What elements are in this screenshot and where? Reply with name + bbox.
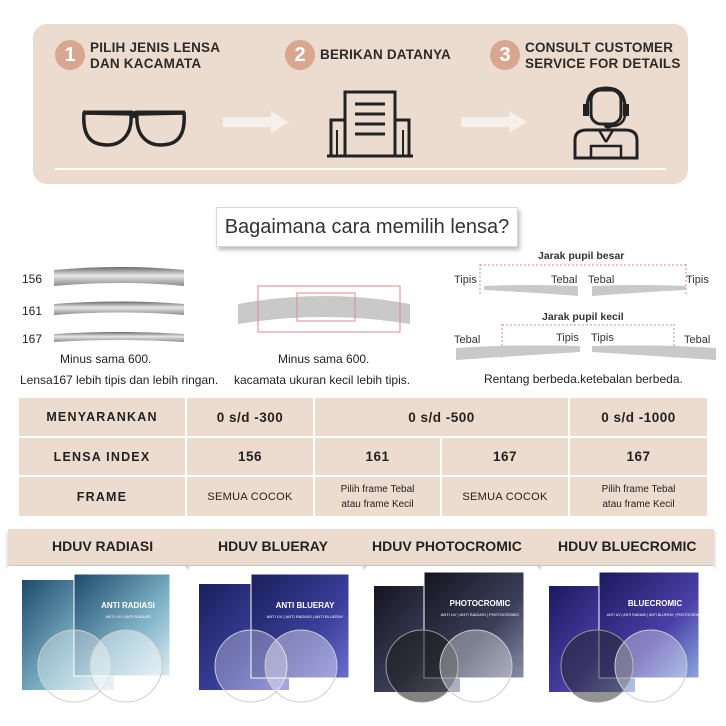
product-title: HDUV RADIASI (52, 538, 154, 554)
pupil-label: Tebal (551, 274, 578, 286)
pupil-label: Tipis (454, 274, 477, 286)
pupil-caption: Rentang berbeda.ketebalan berbeda. (484, 372, 683, 386)
step-title: CONSULT CUSTOMER SERVICE FOR DETAILS (525, 40, 681, 71)
table-cell: 0 s/d -300 (187, 398, 313, 436)
table-row-header: LENSA INDEX (19, 438, 185, 475)
lens-thickness-illustration (54, 264, 184, 348)
step-1 (55, 40, 220, 72)
pupil-label: Tebal (454, 334, 481, 346)
product-card[interactable] (8, 566, 186, 707)
lens-recommendation-table (19, 398, 707, 516)
svg-text:ANTI UV | ANTI RADIASI | ANTI: ANTI UV | ANTI RADIASI | ANTI BLUERAY (266, 614, 344, 619)
svg-text:BLUECROMIC: BLUECROMIC (627, 599, 683, 608)
lens-box-image (189, 566, 363, 707)
pupil-label: Tipis (591, 332, 614, 344)
table-row-header: MENYARANKAN (19, 398, 185, 436)
lens-index-label: 156 (22, 272, 43, 286)
frame-size-caption-2: kacamata ukuran kecil lebih tipis. (234, 373, 411, 387)
product-card[interactable] (366, 566, 538, 707)
table-cell: 167 (570, 438, 707, 475)
step-number-badge: 3 (490, 40, 520, 70)
pupil-large-title: Jarak pupil besar (538, 250, 625, 262)
table-cell: SEMUA COCOK (187, 477, 313, 516)
table-cell: Pilih frame Tebal atau frame Kecil (570, 477, 707, 516)
product-title: HDUV BLUERAY (218, 538, 328, 554)
lens-box-image (366, 566, 538, 707)
svg-text:ANTI UV | ANTI RADIASI: ANTI UV | ANTI RADIASI (105, 614, 151, 619)
lens-box-image (541, 566, 714, 707)
frame-size-illustration (234, 282, 414, 338)
pupil-large-illustration (456, 262, 716, 302)
table-cell: 156 (187, 438, 313, 475)
svg-text:ANTI RADIASI: ANTI RADIASI (101, 601, 155, 610)
pupil-label: Tipis (686, 274, 709, 286)
svg-text:ANTI UV | ANTI RADIASI | ANTI: ANTI UV | ANTI RADIASI | ANTI BLUERAY | PHOTOCROMIC (606, 613, 704, 617)
product-title-bar (8, 529, 714, 565)
lens-box-image (8, 566, 186, 707)
steps-panel (33, 24, 688, 184)
pupil-small-title: Jarak pupil kecil (542, 311, 624, 323)
table-row-header: FRAME (19, 477, 185, 516)
table-cell: 0 s/d -1000 (570, 398, 707, 436)
step-title: BERIKAN DATANYA (320, 47, 452, 62)
step-number-badge: 2 (285, 40, 315, 70)
arrow-right-icon (223, 111, 289, 133)
table-cell: 161 (315, 438, 440, 475)
pupil-label: Tipis (556, 332, 579, 344)
step-3 (490, 40, 681, 72)
document-icon (327, 90, 417, 160)
frame-size-caption-1: Minus sama 600. (278, 352, 370, 366)
glasses-icon (79, 104, 189, 154)
product-card[interactable] (189, 566, 363, 707)
table-cell: 167 (442, 438, 568, 475)
lens-index-label: 161 (22, 304, 43, 318)
lens-index-caption-2: Lensa167 lebih tipis dan lebih ringan. (20, 373, 219, 387)
pupil-label: Tebal (588, 274, 615, 286)
pupil-label: Tebal (684, 334, 711, 346)
step-2 (285, 40, 451, 70)
lens-index-label: 167 (22, 332, 43, 346)
customer-service-icon (571, 86, 641, 160)
pupil-small-illustration (456, 322, 716, 366)
table-cell: SEMUA COCOK (442, 477, 568, 516)
table-cell: 0 s/d -500 (315, 398, 568, 436)
product-title: HDUV PHOTOCROMIC (372, 538, 522, 554)
arrow-right-icon (461, 111, 527, 133)
product-title: HDUV BLUECROMIC (558, 538, 697, 554)
lens-index-caption-1: Minus sama 600. (60, 352, 152, 366)
question-banner: Bagaimana cara memilih lensa? (216, 207, 518, 247)
product-card[interactable] (541, 566, 714, 707)
svg-text:ANTI UV | ANTI RADIASI | PHOTO: ANTI UV | ANTI RADIASI | PHOTOCROMIC (440, 612, 520, 617)
table-cell: Pilih frame Tebal atau frame Kecil (315, 477, 440, 516)
svg-text:ANTI BLUERAY: ANTI BLUERAY (275, 601, 335, 610)
step-title: PILIH JENIS LENSA DAN KACAMATA (90, 40, 221, 71)
divider-line (55, 168, 666, 170)
step-number-badge: 1 (55, 40, 85, 70)
svg-text:PHOTOCROMIC: PHOTOCROMIC (449, 599, 511, 608)
